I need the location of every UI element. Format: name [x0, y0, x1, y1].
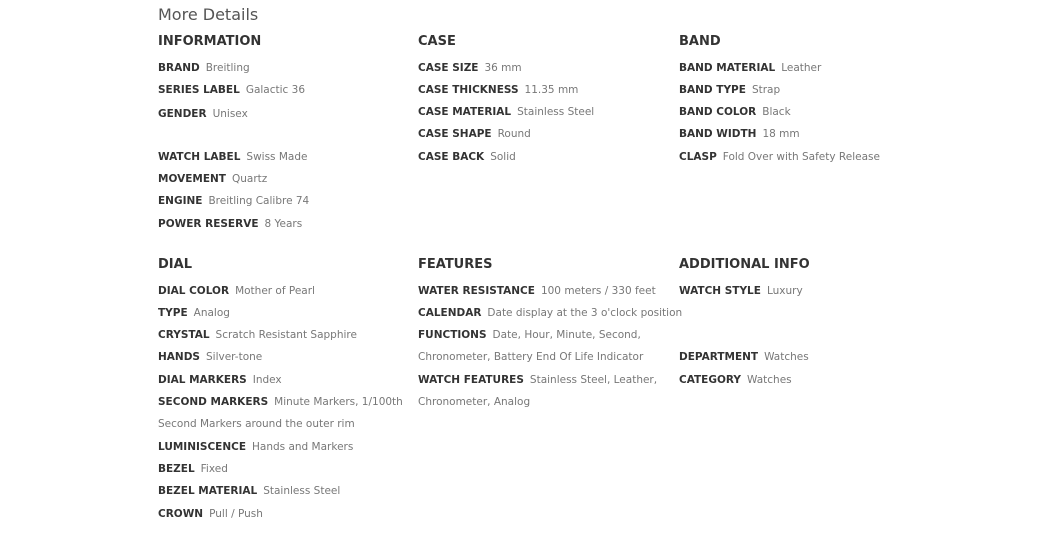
detail-value: Stainless Steel, Leather, — [529, 374, 658, 386]
detail-row-case-thickness — [418, 84, 578, 96]
detail-label: FUNCTIONS — [418, 329, 487, 341]
detail-value: Minute Markers, 1/100th — [274, 396, 403, 408]
detail-value: 18 mm — [762, 128, 800, 140]
detail-row-department — [679, 351, 809, 363]
detail-row-hands — [158, 351, 262, 363]
detail-row-movement — [158, 173, 267, 185]
detail-row-water-resistance — [418, 285, 656, 297]
detail-row-type — [158, 307, 230, 319]
section-heading-case: CASE — [418, 34, 456, 49]
detail-value-continued — [418, 396, 530, 408]
detail-label: CASE MATERIAL — [418, 106, 512, 118]
detail-row-gender — [158, 108, 248, 122]
detail-label: LUMINISCENCE — [158, 441, 246, 453]
detail-row-category — [679, 374, 792, 386]
detail-label: SERIES LABEL — [158, 84, 240, 96]
detail-row-band-material — [679, 62, 821, 74]
detail-label: ENGINE — [158, 195, 203, 207]
section-heading-information: INFORMATION — [158, 34, 262, 49]
detail-value: 11.35 mm — [524, 84, 579, 96]
detail-value: Second Markers around the outer rim — [158, 418, 355, 430]
detail-row-power-reserve — [158, 218, 302, 230]
detail-label: DIAL COLOR — [158, 285, 230, 297]
detail-label: GENDER — [158, 108, 207, 120]
detail-row-band-color — [679, 106, 791, 118]
page-title: More Details — [158, 5, 259, 24]
detail-label: DEPARTMENT — [679, 351, 759, 363]
detail-label: BAND TYPE — [679, 84, 746, 96]
detail-label: BRAND — [158, 62, 200, 74]
detail-value: Index — [252, 374, 282, 386]
detail-label: BAND WIDTH — [679, 128, 757, 140]
detail-label: WATER RESISTANCE — [418, 285, 535, 297]
detail-label: CASE THICKNESS — [418, 84, 519, 96]
detail-row-band-width — [679, 128, 800, 140]
detail-value: Date display at the 3 o'clock position — [487, 307, 683, 319]
detail-label: CASE SHAPE — [418, 128, 492, 140]
detail-value: Pull / Push — [209, 508, 263, 520]
detail-label: CLASP — [679, 151, 717, 163]
detail-row-crystal — [158, 329, 357, 341]
detail-label: WATCH FEATURES — [418, 374, 524, 386]
detail-value: Watches — [764, 351, 809, 363]
detail-label: TYPE — [158, 307, 188, 319]
detail-value: Stainless Steel — [517, 106, 595, 118]
detail-row-watch-style — [679, 285, 803, 297]
detail-label: CATEGORY — [679, 374, 742, 386]
detail-value: Watches — [747, 374, 792, 386]
detail-value: Black — [762, 106, 791, 118]
detail-value: Fold Over with Safety Release — [722, 151, 880, 163]
detail-label: BEZEL — [158, 463, 195, 475]
section-heading-additional-info: ADDITIONAL INFO — [679, 257, 810, 272]
detail-label: BAND MATERIAL — [679, 62, 776, 74]
detail-value: Strap — [751, 84, 781, 96]
detail-value: Round — [497, 128, 531, 140]
detail-label: CASE SIZE — [418, 62, 479, 74]
detail-value: Solid — [490, 151, 516, 163]
detail-value: Galactic 36 — [245, 84, 306, 96]
detail-row-functions — [418, 329, 641, 341]
detail-value-continued — [158, 418, 355, 430]
detail-value: Luxury — [766, 285, 803, 297]
detail-value: Silver-tone — [205, 351, 263, 363]
detail-value: Stainless Steel — [263, 485, 341, 497]
detail-row-second-markers — [158, 396, 403, 408]
detail-row-band-type — [679, 84, 780, 96]
detail-row-bezel-material — [158, 485, 340, 497]
section-heading-band: BAND — [679, 34, 721, 49]
detail-label: MOVEMENT — [158, 173, 226, 185]
detail-label: CROWN — [158, 508, 204, 520]
detail-label: POWER RESERVE — [158, 218, 259, 230]
detail-row-engine — [158, 195, 309, 207]
detail-row-watch-label — [158, 151, 308, 163]
detail-value: 8 Years — [264, 218, 303, 230]
detail-label: HANDS — [158, 351, 200, 363]
detail-row-luminiscence — [158, 441, 353, 453]
detail-label: WATCH LABEL — [158, 151, 241, 163]
detail-row-case-material — [418, 106, 594, 118]
section-heading-dial: DIAL — [158, 257, 192, 272]
detail-value: Breitling — [205, 62, 250, 74]
detail-value: Hands and Markers — [252, 441, 354, 453]
detail-label: DIAL MARKERS — [158, 374, 247, 386]
detail-label: CALENDAR — [418, 307, 482, 319]
detail-value: 36 mm — [484, 62, 522, 74]
detail-label: CASE BACK — [418, 151, 485, 163]
detail-label: WATCH STYLE — [679, 285, 761, 297]
detail-row-series-label — [158, 84, 305, 96]
detail-value: Mother of Pearl — [235, 285, 315, 297]
detail-value: Fixed — [200, 463, 228, 475]
detail-value: Quartz — [231, 173, 268, 185]
detail-value: Breitling Calibre 74 — [208, 195, 310, 207]
section-heading-features: FEATURES — [418, 257, 493, 272]
detail-value: Date, Hour, Minute, Second, — [492, 329, 641, 341]
detail-row-bezel — [158, 463, 228, 475]
detail-row-calendar — [418, 307, 682, 319]
detail-row-watch-features — [418, 374, 657, 386]
detail-value-continued — [418, 351, 643, 363]
detail-row-dial-markers — [158, 374, 282, 386]
detail-row-case-size — [418, 62, 522, 74]
detail-label: CRYSTAL — [158, 329, 210, 341]
detail-label: BAND COLOR — [679, 106, 757, 118]
detail-row-case-back — [418, 151, 516, 163]
detail-label: BEZEL MATERIAL — [158, 485, 258, 497]
detail-value: Leather — [781, 62, 822, 74]
detail-label: SECOND MARKERS — [158, 396, 269, 408]
detail-value: Analog — [193, 307, 230, 319]
detail-row-brand — [158, 62, 250, 74]
detail-value: Chronometer, Analog — [418, 396, 531, 408]
detail-value: Scratch Resistant Sapphire — [215, 329, 357, 341]
detail-value: 100 meters / 330 feet — [540, 285, 656, 297]
detail-value: Unisex — [212, 108, 248, 120]
detail-value: Swiss Made — [246, 151, 308, 163]
detail-row-dial-color — [158, 285, 315, 297]
detail-value: Chronometer, Battery End Of Life Indicator — [418, 351, 644, 363]
detail-row-case-shape — [418, 128, 531, 140]
detail-row-clasp — [679, 151, 880, 163]
detail-row-crown — [158, 508, 263, 520]
